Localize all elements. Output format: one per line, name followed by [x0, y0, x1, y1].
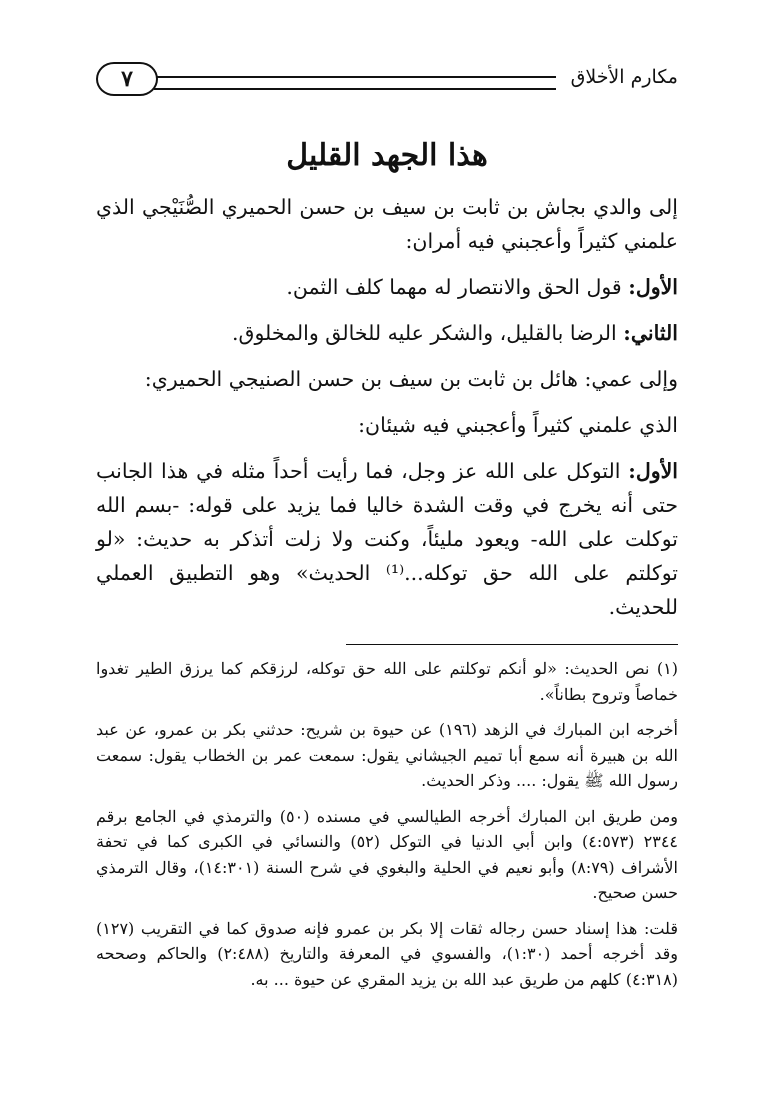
- dedication-text: [96, 190, 678, 628]
- footnote-takhrij-2: ومن طريق ابن المبارك أخرجه الطيالسي في مسنده (٥٠) والترمذي في الجامع برقم ٢٣٤٤ (٤:٥٧٣) وابن أبي الدنيا في التوكل (٥٢) والنسائي في الكبرى كما في تحفة الأشراف (٨:٧٩) وأبو نعيم في الحلية والبغوي في شرح السنة (١٤:٣٠١)، وقال الترمذي حسن صحيح.: [96, 806, 679, 902]
- paragraph-father: إلى والدي بجاش بن ثابت بن سيف بن حسن الحميري الصُّنَيْجي الذي علمني كثيراً وأعجبني فيه أمران:: [96, 195, 678, 253]
- running-title: مكارم الأخلاق: [570, 66, 678, 88]
- first-trait-text: قول الحق والانتصار له مهما كلف الثمن.: [286, 275, 629, 299]
- first-label: الأول:: [628, 275, 678, 299]
- paragraph-uncle-intro: الذي علمني كثيراً وأعجبني فيه شيئان:: [358, 413, 678, 437]
- header-double-rule: [154, 76, 556, 90]
- footnote-takhrij-1: أخرجه ابن المبارك في الزهد (١٩٦) عن حيوة بن شريح: حدثني بكر بن عمرو، عن عبد الله بن هبيرة أنه سمع أبا تميم الجيشاني يقول: سمعت عمر بن الخطاب يقول: سمعت رسول الله ﷺ يقول: .... وذكر الحديث.: [96, 720, 679, 790]
- footnote-separator: [346, 644, 678, 645]
- footnote-takhrij-3: قلت: هذا إسناد حسن رجاله ثقات إلا بكر بن عمرو فإنه صدوق كما في التقريب (١٢٧) وقد أخرجه أحمد (١:٣٠)، والفسوي في المعرفة والتاريخ (٢:٤٨٨) والحاكم وصححه (٤:٣١٨) كلهم من طريق عبد الله بن يزيد المقري عن حيوة ... به.: [96, 918, 679, 989]
- first-label-uncle: الأول:: [628, 459, 678, 483]
- second-label: الثاني:: [623, 321, 678, 345]
- page-header: [96, 62, 678, 102]
- footnote-1: (١) نص الحديث: «لو أنكم توكلتم على الله حق توكله، لرزقكم كما يرزق الطير تغدوا خماصاً وتروح بطاناً».: [96, 659, 679, 704]
- page-number: ٧: [121, 66, 133, 92]
- footnotes: [96, 656, 678, 1002]
- second-trait-text: الرضا بالقليل، والشكر عليه للخالق والمخلوق.: [232, 321, 624, 345]
- paragraph-first-trait: [96, 270, 678, 304]
- page-number-badge: [96, 62, 158, 96]
- paragraph-tawakkul: [96, 454, 678, 624]
- section-title: هذا الجهد القليل: [286, 138, 488, 173]
- paragraph-second-trait: [96, 316, 678, 350]
- paragraph-uncle: وإلى عمي: هائل بن ثابت بن سيف بن حسن الصنيجي الحميري:: [144, 367, 678, 391]
- tawakkul-text: التوكل على الله عز وجل، فما رأيت أحداً مثله في هذا الجانب حتى أنه يخرج في وقت الشدة خاليا فما يزيد على قوله: -بسم الله توكلت على الله- ويعود مليئاً، وكنت ولا زلت أتذكر به حديث: «لو توكلتم على الله حق توكله...⁽¹⁾ الحديث» وهو التطبيق العملي للحديث.: [96, 459, 678, 619]
